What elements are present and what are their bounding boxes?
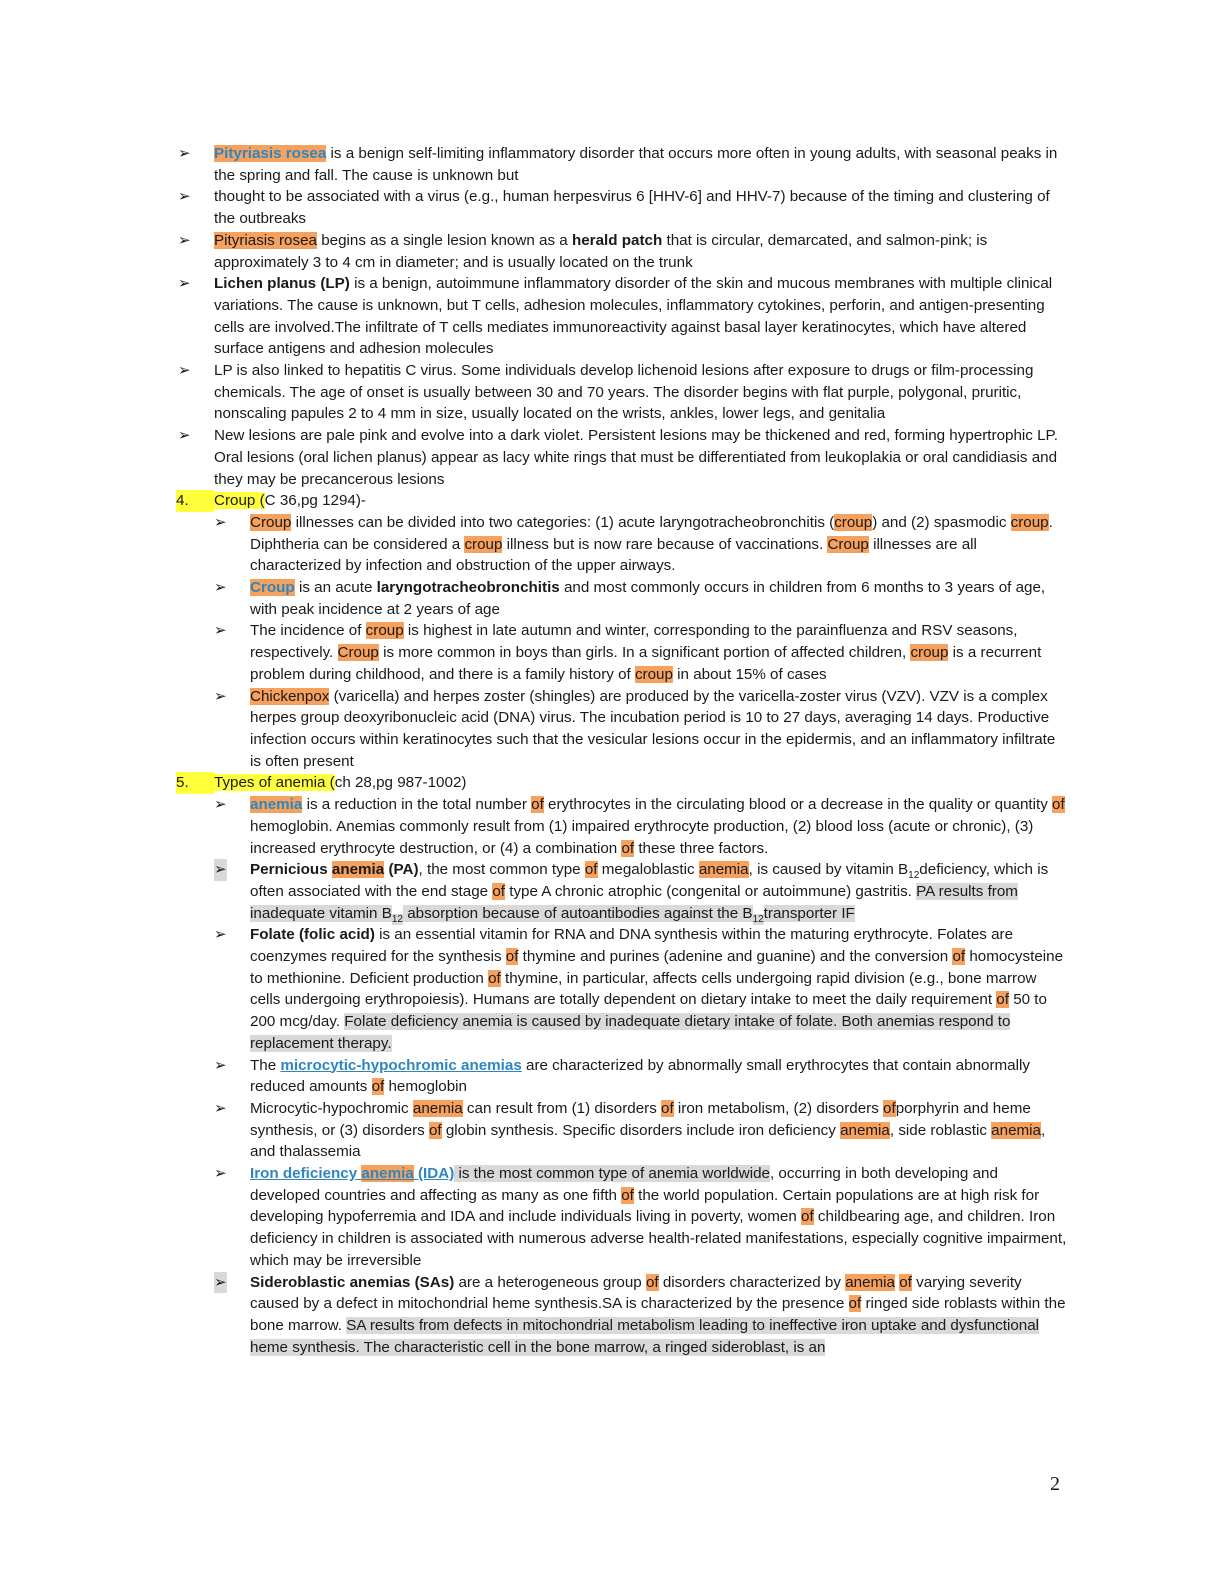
text: can result from (1) disorders	[462, 1099, 662, 1117]
bold-term: herald patch	[571, 231, 663, 249]
text: deficiency, which is often associated with the end stage	[250, 861, 1049, 900]
term-highlight: croup	[365, 622, 404, 640]
arrow-bullet-icon: ➢	[214, 796, 227, 814]
iron-deficiency-anemia-link[interactable]: Iron deficiency	[250, 1165, 362, 1183]
arrow-bullet-icon: ➢	[178, 275, 191, 293]
term-highlight: Croup	[250, 579, 295, 597]
text: the world population. Certain populations are at high risk for developing hypoferremia and IDA and include individuals living in poverty, women	[250, 1186, 1040, 1226]
term-highlight: of	[621, 1186, 634, 1204]
arrow-bullet-icon: ➢	[214, 859, 227, 881]
text: , side roblastic	[889, 1121, 992, 1139]
gray-highlight: Folate deficiency anemia is caused by inadequate dietary intake of folate. Both anemias respond to replacement therapy.	[250, 1013, 1011, 1052]
text: is more common in boys than girls. In a significant portion of affected children,	[378, 644, 911, 662]
list-item	[176, 794, 1068, 859]
list-item	[176, 230, 1068, 273]
list-item	[176, 512, 1068, 577]
text: these three factors.	[634, 839, 769, 857]
text: porphyrin and heme synthesis, or (3) disorders	[250, 1099, 1031, 1139]
term-highlight: Chickenpox	[250, 687, 330, 705]
term-highlight: of	[492, 882, 505, 900]
term-highlight: of	[883, 1099, 896, 1117]
text: is a benign, autoimmune inflammatory disorder of the skin and mucous membranes with multiple clinical variations. The cause is unknown, but T cells, adhesion molecules, inflammatory cytokines, perforin, and antigen-presenting cells are involved.The infiltrate of T cells mediates immunoreactivity against basal layer keratinocytes, which have altered surface antigens and adhesion molecules	[214, 275, 1053, 358]
term-highlight: of	[661, 1099, 674, 1117]
text: (varicella) and herpes zoster (shingles) are produced by the varicella-zoster virus (VZV). VZV is a complex herpes group deoxyribonucleic acid (DNA) virus. The incubation period is 10 to 27 days, averaging 14 days. Productive infection occurs within keratinocytes such that the vesicular lesions occur in the epidermis, and an inflammatory infiltrate is often present	[250, 687, 1056, 770]
term-highlight: of	[584, 861, 598, 879]
list-item	[176, 686, 1068, 773]
gray-highlight: is the most common type of anemia worldwide	[454, 1165, 770, 1183]
text: iron metabolism, (2) disorders	[673, 1099, 884, 1117]
text: illness but is now rare because of vaccinations.	[502, 535, 828, 553]
term-highlight: of	[505, 948, 519, 966]
arrow-bullet-icon: ➢	[178, 362, 191, 380]
list-item	[176, 859, 1068, 924]
list-item	[176, 425, 1068, 490]
arrow-bullet-icon: ➢	[214, 1272, 227, 1294]
arrow-bullet-icon: ➢	[178, 145, 191, 162]
section-number: 4.	[176, 490, 214, 512]
term-highlight: Croup	[250, 513, 292, 531]
list-item	[176, 186, 1068, 229]
text: varying severity caused by a defect in mitochondrial heme synthesis.SA is characterized by the presence	[250, 1273, 1022, 1313]
gray-highlight: SA results from defects in mitochondrial metabolism leading to ineffective iron uptake and dysfunctional heme synthesis. The characteristic cell in the bone marrow, a ringed sideroblast, is an	[250, 1316, 1040, 1356]
arrow-bullet-icon: ➢	[214, 1165, 227, 1183]
term-highlight: croup	[634, 665, 673, 683]
bold-term: Lichen planus (LP)	[214, 275, 350, 293]
arrow-bullet-icon: ➢	[214, 1099, 227, 1117]
text: is a reduction in the total number	[302, 796, 532, 814]
term-highlight: of	[1052, 796, 1065, 814]
text: type A chronic atrophic (congenital or autoimmune) gastritis.	[505, 882, 917, 900]
text: is an acute	[294, 579, 377, 597]
term-highlight: anemia	[412, 1099, 463, 1117]
term-highlight: of	[621, 839, 635, 857]
text: hemoglobin	[384, 1078, 467, 1096]
section-title: Croup (	[214, 492, 265, 510]
text: hemoglobin. Anemias commonly result from (1) impaired erythrocyte production, (2) blood loss (acute or chronic), (3) increased erythrocyte destruction, or (4) a combination	[250, 817, 1034, 857]
text: , the most common type	[418, 861, 585, 879]
gray-highlight: transporter IF	[763, 904, 855, 922]
text: , and thalassemia	[250, 1121, 1046, 1161]
term-highlight: anemia	[331, 861, 385, 879]
text: New lesions are pale pink and evolve into a dark violet. Persistent lesions may be thickened and red, forming hypertrophic LP. Oral lesions (oral lichen planus) appear as lacy white rings that must be differentiated from leukoplakia or oral candidiasis and they may be precancerous lesions	[214, 427, 1058, 488]
text: 50 to 200 mcg/day.	[250, 991, 1047, 1031]
section-reference: C 36,pg 1294)-	[264, 492, 366, 510]
text: The	[250, 1056, 281, 1074]
microcytic-anemias-link[interactable]: microcytic-hypochromic anemias	[280, 1056, 522, 1074]
text: thought to be associated with a virus (e.g., human herpesvirus 6 [HHV-6] and HHV-7) because of the timing and clustering of the outbreaks	[214, 188, 1050, 228]
term-highlight: of	[488, 969, 501, 987]
text: is highest in late autumn and winter, corresponding to the parainfluenza and RSV seasons, respectively.	[250, 622, 1018, 662]
text: illnesses can be divided into two categories: (1) acute laryngotracheobronchitis (	[291, 513, 835, 531]
arrow-bullet-icon: ➢	[214, 622, 227, 640]
bold-term: Sideroblastic anemias (SAs)	[250, 1273, 455, 1291]
arrow-bullet-icon: ➢	[214, 926, 227, 944]
text: , is caused by vitamin B	[748, 861, 909, 879]
text: in about 15% of cases	[672, 665, 827, 683]
arrow-bullet-icon: ➢	[178, 427, 191, 445]
term-highlight: of	[371, 1078, 385, 1096]
text: is an essential vitamin for RNA and DNA synthesis within the maturing erythrocyte. Folates are coenzymes required for the synthesis	[250, 926, 1014, 966]
term-highlight: croup	[910, 644, 949, 662]
term-highlight: of	[996, 991, 1009, 1009]
term-highlight: anemia	[991, 1121, 1041, 1139]
list-item	[176, 273, 1068, 360]
text: thymine and purines (adenine and guanine) and the conversion	[518, 948, 953, 966]
text: childbearing age, and children. Iron deficiency in children is associated with numerous adverse health-related manifestations, especially cognitive impairment, which may be irreversible	[250, 1208, 1067, 1269]
subscript: 12	[752, 913, 764, 925]
term-highlight: Croup	[337, 644, 379, 662]
term-highlight: Croup	[827, 535, 869, 553]
gray-highlight: absorption because of autoantibodies against the B	[402, 904, 753, 922]
bold-term: Folate (folic acid)	[250, 926, 375, 944]
text: begins as a single lesion known as a	[316, 231, 572, 249]
term-highlight: anemia	[840, 1121, 890, 1139]
arrow-bullet-icon: ➢	[214, 687, 227, 705]
subscript: 12	[391, 913, 403, 925]
section-reference: ch 28,pg 987-1002)	[334, 774, 467, 792]
bold-term: (PA)	[384, 861, 419, 879]
subscript: 12	[908, 870, 920, 882]
term-highlight: croup	[464, 535, 503, 553]
text: ringed side roblasts within the bone marrow.	[250, 1295, 1066, 1334]
term-highlight: Pityriasis rosea	[214, 231, 317, 249]
bold-term: Pernicious	[250, 861, 332, 879]
list-item	[176, 1163, 1068, 1272]
list-item	[176, 1272, 1068, 1359]
term-highlight: croup	[834, 513, 873, 531]
term-highlight: of	[428, 1121, 442, 1139]
text: ) and (2) spasmodic	[872, 513, 1011, 531]
term-highlight: anemia	[250, 796, 303, 814]
document-body	[176, 143, 1068, 1358]
term-highlight: anemia	[698, 861, 749, 879]
term-highlight: anemia	[845, 1273, 895, 1291]
text: illnesses are all characterized by infection and obstruction of the upper airways.	[250, 535, 977, 575]
text: and most commonly occurs in children from 6 months to 3 years of age, with peak incidence at 2 years of age	[250, 579, 1046, 618]
text: are characterized by abnormally small erythrocytes that contain abnormally reduced amounts	[250, 1056, 1030, 1096]
text: Microcytic-hypochromic	[250, 1099, 413, 1117]
term-highlight: of	[531, 796, 544, 814]
list-item	[176, 143, 1068, 186]
term-highlight: of	[952, 948, 966, 966]
text: globin synthesis. Specific disorders include iron deficiency	[441, 1121, 841, 1139]
arrow-bullet-icon: ➢	[178, 188, 191, 206]
text: homocysteine to methionine. Deficient production	[250, 948, 1064, 987]
page-number: 2	[1050, 1473, 1060, 1495]
list-item	[176, 924, 1068, 1054]
section-heading-anemia	[176, 772, 1068, 794]
text: are a heterogeneous group	[454, 1273, 646, 1291]
text: , occurring in both developing and developed countries and affecting as many as one fifth	[250, 1165, 998, 1204]
list-item	[176, 620, 1068, 685]
bold-term: laryngotracheobronchitis	[376, 579, 560, 597]
term-highlight: Pityriasis rosea	[214, 145, 327, 162]
section-title: Types of anemia (	[214, 774, 335, 792]
text: . Diphtheria can be considered a	[250, 513, 1053, 553]
list-item	[176, 1055, 1068, 1098]
arrow-bullet-icon: ➢	[178, 231, 191, 249]
list-item	[176, 360, 1068, 425]
section-heading-croup	[176, 490, 1068, 512]
text: is a recurrent problem during childhood, and there is a family history of	[250, 644, 1042, 683]
arrow-bullet-icon: ➢	[214, 579, 227, 597]
text: megaloblastic	[597, 861, 699, 879]
list-item	[176, 1098, 1068, 1163]
arrow-bullet-icon: ➢	[214, 1056, 227, 1074]
text: The incidence of	[250, 622, 366, 640]
term-highlight: of	[899, 1273, 912, 1291]
text: disorders characterized by	[658, 1273, 846, 1291]
term-highlight: croup	[1010, 513, 1049, 531]
section-number: 5.	[176, 772, 214, 794]
arrow-bullet-icon: ➢	[214, 513, 227, 531]
gray-highlight: PA results from inadequate vitamin B	[250, 882, 1018, 922]
text: thymine, in particular, affects cells undergoing rapid division (e.g., bone marrow cells undergoing erythropoiesis). Humans are totally dependent on dietary intake to meet the daily requirement	[250, 969, 1037, 1009]
term-highlight: of	[645, 1273, 659, 1291]
list-item	[176, 577, 1068, 620]
text: erythrocytes in the circulating blood or a decrease in the quality or quantity	[543, 796, 1053, 814]
text: that is circular, demarcated, and salmon-pink; is approximately 3 to 4 cm in diameter; and is usually located on the trunk	[214, 231, 988, 271]
term-highlight: of	[848, 1295, 862, 1313]
iron-deficiency-anemia-link[interactable]: (IDA)	[413, 1165, 455, 1183]
text: is a benign self-limiting inflammatory disorder that occurs more often in young adults, with seasonal peaks in the spring and fall. The cause is unknown but	[214, 145, 1058, 184]
term-highlight: of	[801, 1208, 814, 1226]
text: LP is also linked to hepatitis C virus. Some individuals develop lichenoid lesions after exposure to drugs or film-processing chemicals. The age of onset is usually between 30 and 70 years. The disorder begins with flat purple, polygonal, pruritic, nonscaling papules 2 to 4 mm in size, usually located on the wrists, ankles, lower legs, and genitalia	[214, 362, 1034, 423]
iron-deficiency-anemia-link[interactable]: anemia	[361, 1165, 414, 1183]
